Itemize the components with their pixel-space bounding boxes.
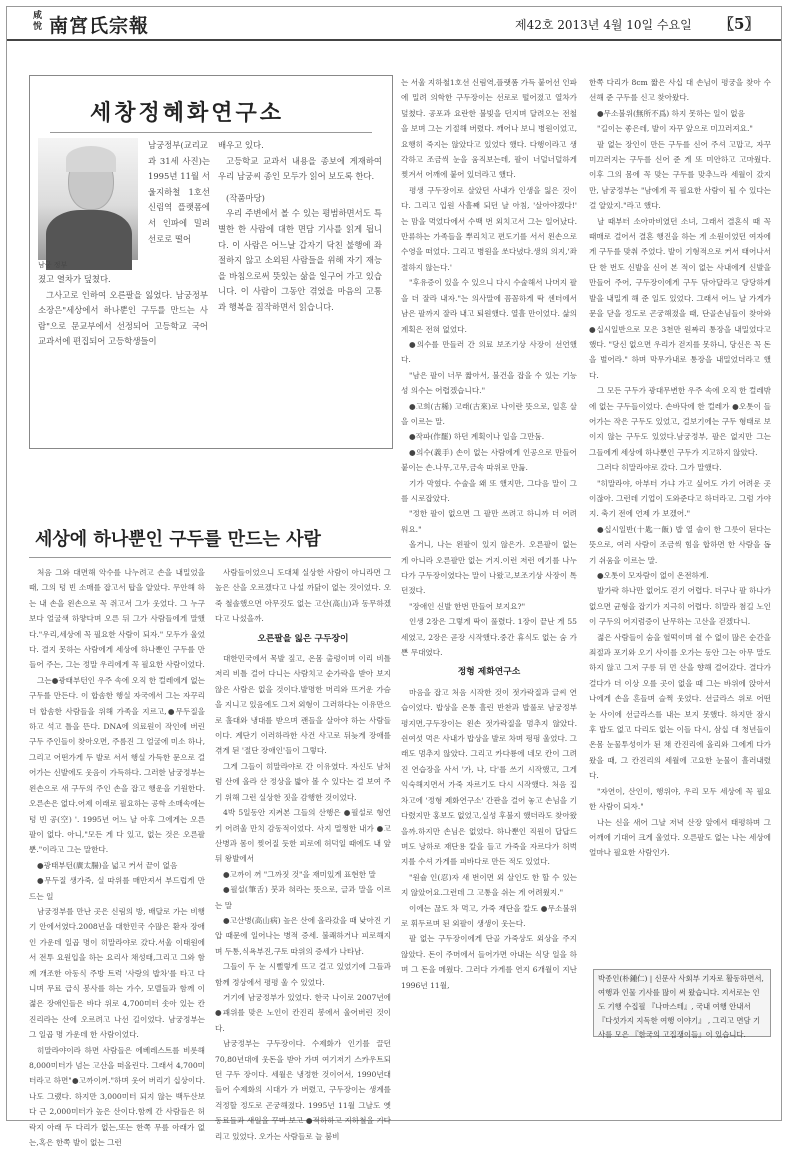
newspaper-title: 南宮氏宗報 [49,15,150,37]
paragraph: 히말라야이라 하면 사람들은 에베레스트를 비롯해 8,000미터가 넘는 고산을 떠올린다. 그래서 4,700미터라고 하면"●고까이꺼."하며 웃어 버리기 십상이다. 나도 그랬다. 하지만 3,000미터 되지 않는 백두산보다 근 2,000미터가 높은 산이다.함께 간 사람들은 허락지 아래 두 다리가 없는,또는 한쪽 무릎 아래가 없는,혹은 한쪽 발이 없는 그런 [29,1045,205,1148]
paragraph: 배우고 있다. [218,140,264,150]
paragraph: 거기에 남궁정부가 있었다. 한국 나이로 2007년에 ●괘위를 맞은 노인이 칸진리 봉에서 울어버린 것이다. [215,992,391,1033]
footnote: ●십시일반(十匙一飯) 밥 열 술이 한 그릇이 된다는 뜻으로, 여러 사람이 조금씩 힘을 합하면 한 사람을 돕기 쉬움을 이르는 말. [589,524,771,565]
footnote: ●작파(作罷) 하던 계획이나 일을 그만둠. [409,432,545,442]
masthead-seal: 咸悅 [33,11,43,32]
paragraph: "길이는 좋은데, 발이 자꾸 앞으로 미끄러져요." [597,124,753,134]
masthead [7,7,781,41]
footnote: ●광태부턴(廣太腸)을 넓고 커서 끝이 없음 [37,860,178,870]
paragraph: 사람들이었으니 도대체 실상한 사람이 아니라면 그 높은 산을 오르겠다고 나설 까닭이 없는 것이었다. 오죽 철솔했으면 아무것도 없는 고산(高山)과 동무하겠다고 나섰을까. [215,568,391,624]
paragraph: 기가 막혔다. 수술을 왜 또 했지만, 그다음 말이 그를 시로잡았다. [401,478,577,503]
feature-box [29,75,393,449]
paragraph: 그러다 히말라야로 갔다. 그가 말했다. [597,463,722,473]
paragraph: 4박 5일동안 지켜본 그들의 산행은 ●필설로 형언키 어려울 만치 감동적이었다. 사지 멀쩡한 내가 ●고산병과 몸이 찢어질 듯한 피로에 허덕일 때에도 내 앞뒤 왕발에서 [215,808,391,864]
article-column-4 [589,75,771,963]
feature-column-2 [218,138,382,442]
newspaper-page [6,6,782,1148]
paragraph: "정한 팔이 없으면 그 팔만 쓰려고 하니까 더 어려워요." [401,509,577,534]
article-heading: 세상에 하나뿐인 구두를 만드는 사람 [35,529,321,550]
paragraph: "원슐 인(忍)자 새 번이면 외 살인도 한 할 수 있는지 않았어요.그런데 그 고통을 쉬는 게 어려웠지." [401,872,577,898]
paragraph: "남은 팔이 너무 짧아서, 불건을 잡을 수 있는 기능성 의수는 어렵겠습니다." [401,370,577,396]
paragraph: 남궁정부는 구두장이다. 수제화가 인기를 끌던 70,80년대에 웃돈을 받아 가며 여기저기 스카우트되던 구두 장이다. 세월은 냉정한 것이어서, 1990년대 들어 수제화의 시대가 가 버렸고, 구두장이는 생계를 걱정할 정도로 곤궁해졌다. 1995년 11월 그날도 옛 동료들과 새일을 꾸며 보고 ●적하하고 지하철을 기다리고 있었다. 오가는 사람들로 늘 붐비 [215,1039,391,1141]
paragraph: "장애인 신발 한번 만들어 보지요?" [409,601,526,611]
paragraph: 날 때부터 소아마비였던 소녀, 그래서 결혼식 때 꼭 때매로 걸어서 결혼 행진을 하는 게 소원이었던 여자에게 구두를 맞춰 주었다. 발이 기형적으로 커서 태어나서 단 한 번도 신발을 신어 본 적이 없는 사내에게 신발을 만들어 주어, 구두장이에게 구두 닦아달라고 당당하게 발을 내밀게 해 준 일도 있었다. 그래서 어느 날 가게가 문을 닫을 정도로 곤궁해졌을 때, 단골손님들이 찾아와 ●십시일반으로 모은 3천만 원짜리 통장을 내밀었다고 했다. "당신 없으면 우리가 걷지를 못하니, 당신은 꼭 돈을 벌어라." 하며 막무가내로 통장을 내밀었더라고 했다. [589,216,771,380]
feature-column-1 [38,272,208,442]
paragraph: 는 서울 지하철1호선 신림역,플랫폼 가득 붙어선 인파에 밀려 의학한 구두장이는 선로로 떨어졌고 열차가 덮쳤다. 공포과 요란한 불빛을 던지며 달려오는 전철을 보며 그는 기절해 버렸다. 깨어나 보니 병원이었고, 요행히 죽지는 않았다고 있었다 했다. 다행이라고 생각하고 조금씩 눈을 움직보는데, 팔이 너덜너덜하게 찢겨서 어깨에 붙어 있더라고 했다. [401,78,577,180]
issue-info: 제42호 2013년 4월 10일 수요일 [515,18,692,32]
paragraph: 그는●광태부턴인 우주 속에 오직 한 컬레에게 없는 구두를 만든다. 이 합솜한 행실 자국에서 그는 자꾸리 더 합솜한 사람들을 위해 가족을 지르고,●무두질을 하고 석고 틀을 뜬다. DNA에 의료원이 작인에 버린 구두 주인들이 찾아오면, 주름진 그 얼굴에 미소 하나, 그리고 어떤가게 두 발로 서서 행실 가득한 문으로 걸어가는 신발에도 웃음이 가득하다. 그러한 남궁정부는 왼손으로 새 구두의 주인 손을 잡고 행운을 기원한다. 오른손은 없다.어제 이래로 필요하는 공학 소매속에는 텅 빈 공(空) '. 1995년 어느 날 아후 그에게는 오른팔이 없다. 아니,"모든 게 다 있고, 없는 것은 오른팔뿐."이라고 그는 말한다. [29,675,205,855]
paragraph: 발가락 하나만 없어도 걷기 어렵다. 더구나 팔 하나가 없으면 균형을 잡기가 지극히 어렵다. 히말라 첨길 노인이 구두의 어지럼증이 난무하는 고산을 걷겠다니. [589,586,771,627]
subheading-1: 오른팔을 잃은 구두장이 [257,633,349,644]
paragraph: 남궁정부(교리교과 31세 사진)는 1995년 11월 서울지하철 1호선 신림역 플랫폼에서 인파에 밀려 선로로 떨어 [148,140,210,244]
paragraph: "히말라야, 아부터 가냐 가고 싶어도 가기 어려운 곳이잖아. 그런데 기업이 도와준다고 하더라고. 그럼 가야지. 축기 전에 언제 가 보겠어." [589,478,771,519]
footnote: ●고희(古稀) 고래(古來)로 나이란 뜻으로, 일흔 살을 이르는 말. [401,401,577,426]
paragraph: 처음 그와 대면해 악수를 나누려고 손을 내밀었을 때, 그의 텅 빈 소매를 잡고서 탑을 알았다. 무안해 하는 내 손을 왼손으로 꼭 쥐고서 그가 웃었다. 그 누구보다 얼굴색 하얗다며 오른 뒤 그가 사람들에게 말했다."우리,세상에 꼭 필요한 사람이 되자." 모두가 울었다. 결지 못하는 사람에게 세상에 하나뿐인 구두를 만들어 주는, 그는 정말 우리에게 꼭 필요한 사람이었다. [29,568,205,670]
footnote: ●의수(義手) 손이 없는 사람에게 인공으로 만들어 붙이는 손.나무,고무,금속 따위로 만듦. [401,447,577,473]
paragraph: 그게 그들이 히말라야로 간 이유였다. 자신도 남처럼 산에 올라 산 정상을 밟아 볼 수 있다는 걸 보여 주기 위해 그런 실상한 짓을 감행한 것이었다. [215,761,391,802]
article-heading-rule [29,557,391,558]
paragraph: 이에는 끊도 차 먹고, 가죽 재단을 칼도 ●무소불위로 휘두르며 된 외팔이 생생이 웃는다. [401,903,577,928]
paragraph: 마음을 잡고 처음 시작한 것이 젓가락질과 글씨 연습이었다. 밥상을 온통 흘린 반찬과 밥풀로 남궁정부 평지면,구두장이는 왼손 젓가락질을 멈추지 않았다. 쉰여섯 먹은 사내가 밥상을 발로 차며 펑펑 울었다. 그래도 멈추지 않았다. 그리고 카다룡에 네모 칸이 그려진 연습장을 사서 '가, 나, 다'를 쓰기 시작했고, 그게 익숙해지면서 가죽 자르기도 다시 시작했다. 처음 집 차고에 '정형 제화연구소' 간판을 걸어 놓고 손님을 기다렸지만 홍보도 없었고,실성 후불지 했더라도 찾아왔을까.하지만 손님은 없었다. 하나뿐인 직원이 답답드며도 낭하로 재단용 칼을 들고 가죽을 자르다가 허벅지를 수셔 가게를 피바다로 만든 적도 있었다. [401,687,577,867]
page-number: 〖5〗 [719,15,760,33]
paragraph: 우리 주변에서 볼 수 있는 평범하면서도 특별한 한 사람에 대한 면담 기사를 읽게 됩니다. 이 사람은 어느날 갑자기 닥친 불행에 좌절하지 않고 소외된 사람들을 위해 자기 재능을 바침으로써 뜻있는 삶을 일구어 가고 있습니다. 이 사람이 그동안 겪었을 마음의 고통과 행복을 짐작하면서 읽습니다. [218,208,382,312]
paragraph: ●의수를 만들러 간 의료 보조기상 사장이 선언했다. [401,339,577,365]
paragraph: 그들이 두 눈 시뻘렇게 뜨고 걸고 있었기에 그들과 함께 정상에서 평평 울 수 있었다. [215,962,391,987]
feature-heading: 세창정혜화연구소 [90,100,285,126]
portrait-photo [38,138,138,260]
footnote: ●고산병(高山病) 높은 산에 올라갔을 때 낮아진 기압 때문에 일어나는 병적 증세. 불쾌하거나 피로해지며 두통,식욕부진,구토 따위의 증세가 나타남. [215,915,391,956]
article-column-3 [401,75,577,1115]
paragraph: 팔 없는 구두장이에게 단골 가죽상도 외상을 주지 않았다. 돈이 주머에서 들어가면 아내는 식당 일을 하며 그 돈을 메웠다. 그러다 가게를 연지 6개월이 지난 1996년 11월, [401,934,577,990]
paragraph: 그사고로 인하여 오른팔을 잃었다. 남궁정부 소장은"세상에서 하나뿐인 구두를 만드는 사람"으로 문교부에서 선정되어 고등학교 국어 교과서에 편집되어 고등학생들이 [38,289,208,347]
feature-rule [50,132,372,133]
paragraph: 인생 2장은 그렇게 딱이 풀렸다. 1장이 끝난 게 55세였고, 2장은 곧장 시작했다.중간 휴식도 없는 숨 가쁜 무대였다. [401,617,577,658]
paragraph: "후유증이 있을 수 있으니 다시 수술해서 나머지 팔을 더 잘라 내자."는 의사말에 꼼꼼하게 딱 센터에서 남은 팔까지 잘라 내고 퇴원했다. 열흘 만이었다. 삶의 계획은 전혀 없었다. [401,278,577,334]
paragraph: 평생 구두장이로 살았던 사내가 인생을 잃은 것이다. 그리고 입원 사흘째 되던 날 아침, '살아야겠다!' 는 맘을 먹었다에서 수백 번 외치고서 그는 일어났다. 만류하는 가족들을 뿌리치고 편도기를 서서 왼손으로 수영을 떠었다. 그리고 병원을 쏘다녔다.생의 의지,'좌절하지 않는다.' [401,185,577,272]
paragraph: 팔 없는 장인이 만든 구두를 신어 주셔 고맙고, 자꾸 미끄러지는 구두를 신어 준 게 또 미안하고 고마웠다. 이후 그의 몸에 꼭 맞는 구두를 맞추느라 세월이 갔지만, 남궁정부는 "남에게 꼭 필요한 사람이 될 수 있다는 걸 알았지."라고 했다. [589,139,771,211]
paragraph: 대한민국에서 목발 짚고, 온몸 출렁이며 이리 비틀 저리 비틀 걸어 다니는 사람치고 순가락을 받아 보지 않은 사람은 없을 것이다.발명한 머리와 뜨거운 가슴을 지니고 있음에도 그저 외형이 그러하다는 이유만으로 홀대와 냉대를 받으며 괜들을 살아야 하는 사람들이다. 계단기 이러하라한 사건 사고로 뒤늦게 장애를 겪게 된 '절단 장애인'들이 그렇다. [215,654,391,756]
photo-caption: 남궁 정부 [38,261,68,269]
article-column-2 [215,565,391,1141]
paragraph: 남궁정부를 만난 곳은 신림의 방, 배달로 가는 비행기 안에서였다.2008년을 대한민국 수많은 환자 장애인 가운데 일곱 명이 히말라야로 갔다.서울 이태원에서 전투 요원입을 하는 요리사 채성태,그리고 그와 함께 개조한 아동식 주방 트럭 '사랑의 밥차'를 타고 다니며 무료 급식 봉사를 하는 가수, 모델들과 함께 이 젊은 장애인들은 바다 위로 4,700미터 솟아 있는 칸진리라는 산에 오르려고 나선 길이었다. 남궁정부는 그 일곱 명 가운데 한 사람이었다. [29,906,205,1040]
paragraph: "자연이, 산인이, 행위야, 우리 모두 세상에 꼭 필요한 사람이 되자." [589,786,771,812]
footnote: ●고까이 꺼 "그까짓 것"을 재미있게 표현한 말 [223,869,376,879]
portrait-hair [66,146,116,172]
paragraph: 젊은 사람들이 숨을 헐떡이며 쉴 수 없이 많은 순간을 죄절과 포기와 오기 사이를 오가는 동안 그는 아무 말도 하지 않고 그저 구릉 뒤 먼 산을 향해 걸어갔다. 결다가 걸다가 더 이상 오를 곳이 없을 때 그는 바위에 앉아서 나에게 손을 흔들며 슬쩍 웃었다. 선글라스 위로 어떤 눈 사이에 선글라스를 내는 보지 못했다. 하지만 잠시 후 밥도 없고 다리도 없는 이들 다시, 삼십 대 청년들이 온몸 눈물투성이가 된 채 칸진리에 올리와 그에게 다가왔을 때, 그 칸진리의 세월에 고요한 눈물이 흘러내렸다. [589,632,771,781]
article-column-1 [29,565,205,1148]
paragraph: 그 모든 구두가 광대무변한 우주 속에 오직 한 컬레밖에 없는 구두들이었다. 손바닥에 한 컬레가 ●오톳이 들어가는 작은 구두도 있었고, 걸보기에는 구두 형태로 보이지 않는 구두도 있었다.남궁정부, 팔은 없지만 그는 그들에게 세상에 하나뿐인 구두가 지고하지 않았다. [589,386,771,457]
paragraph: 고등학교 교과서 내용을 종보에 게재하여 우리 남궁씨 종인 모두가 읽어 보도록 한다. [218,155,382,182]
footnote: ●필설(筆舌) 붓과 혀라는 뜻으로, 글과 말을 이르는 말 [215,885,391,910]
footnote: ●무소불위(無所不爲) 하지 못하는 일이 없음 [597,108,745,118]
subheading-2: 정형 제화연구소 [457,667,521,678]
paragraph: 한쪽 다리가 8cm 짧은 사십 대 손님이 평궁을 찾아 수선해 준 구두를 신고 찾아왔다. [589,78,771,103]
paragraph: 졌고 열차가 덮쳤다. [38,274,111,284]
paragraph: (작품마당) [226,192,265,203]
footnote: ●무두질 생가죽, 실 따위를 매만져서 부드럽게 만드는 일 [29,876,205,901]
author-note: 박종인(朴鍾仁) | 신문사 사회부 기자로 활동하면서, 여행과 인물 기사를 많이 써 왔습니다. 지서로는 인도 기행 수집필 『나마스테』, 국내 여행 안내서 『다섯가지 지독한 여행 이야기』 , 그리고 면담 기사를 모은 『한국의 고집쟁이들』이 있습니다. [593,969,771,1037]
paragraph: 나는 신을 새어 그날 저녁 산장 앞에서 태평하며 그 어깨에 기대어 크게 울었다. 오른팔도 없는 나는 세상에 얼마나 필요한 사람인가. [589,817,771,858]
footnote: ●오톳이 모자람이 없이 온전하게. [597,571,709,580]
beside-photo-text [148,138,210,264]
paragraph: 올거니, 나는 왼팔이 있지 않은가. 오른팔이 없는 게 아니라 오른팔만 없는 거지.이런 저런 에기를 나누다가 구두장이였다는 말이 나왔고,보조기상 사장이 톡 던졌다. [401,540,577,596]
